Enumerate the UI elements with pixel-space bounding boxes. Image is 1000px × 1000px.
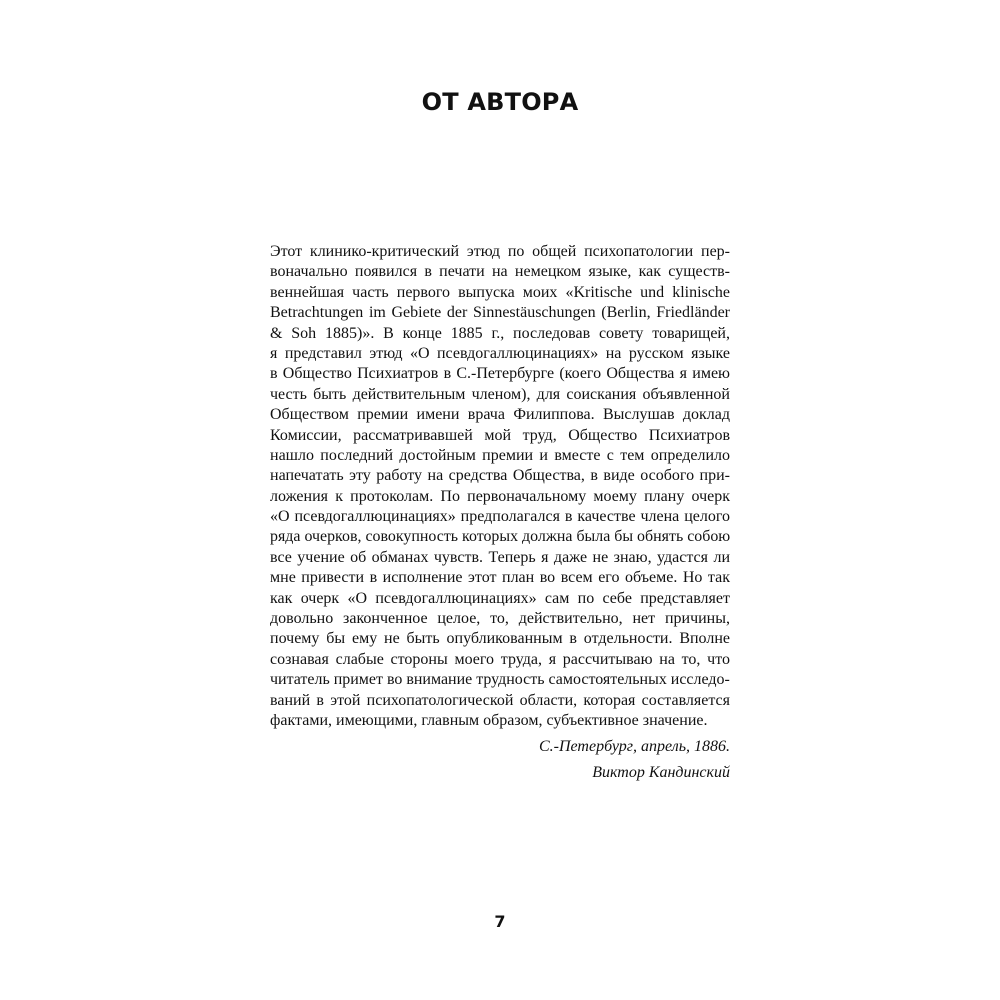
text-line: & Soh 1885)». В конце 1885 г., последовав совету товарищей, xyxy=(270,324,730,342)
text-line: ряда очерков, совокупность которых должна была бы обнять собою xyxy=(270,528,731,546)
text-line: ваний в этой психопатологической области, которая составляется xyxy=(270,691,730,709)
text-line: Обществом премии имени врача Филиппова. Выслушав доклад xyxy=(270,406,730,424)
text-line: в Общество Психиатров в С.-Петербурге (коего Общества я имею xyxy=(270,365,730,383)
text-line: Этот клинико-критический этюд по общей психопатологии пер- xyxy=(270,243,730,260)
text-line: я представил этюд «О псевдогаллюцинациях» на русском языке xyxy=(270,344,730,362)
text-line: почему бы ему не быть опубликованным в отдельности. Вполне xyxy=(270,630,730,648)
text-line: довольно законченное целое, то, действительно, нет причины, xyxy=(270,610,730,628)
text-line: «О псевдогаллюцинациях» предполагался в качестве члена целого xyxy=(270,508,730,526)
preface-text xyxy=(270,242,730,731)
text-line: все учение об обманах чувств. Теперь я даже не знаю, удастся ли xyxy=(270,548,730,566)
text-line: воначально появился в печати на немецком языке, как существ- xyxy=(270,263,730,281)
text-line: Комиссии, рассматривавшей мой труд, Общество Психиатров xyxy=(270,426,730,444)
text-line: ложения к протоколам. По первоначальному моему плану очерк xyxy=(270,487,730,505)
text-line: напечатать эту работу на средства Общества, в виде особого при- xyxy=(270,467,730,485)
page-number: 7 xyxy=(494,912,506,931)
text-line: Betrachtungen im Gebiete der Sinnestäuschungen (Berlin, Friedländer xyxy=(270,304,730,322)
text-line: как очерк «О псевдогаллюцинациях» сам по себе представляет xyxy=(270,589,730,607)
signature-author: Виктор Кандинский xyxy=(592,764,730,781)
page-title: ОТ АВТОРА xyxy=(421,88,579,116)
signature-place-date: С.-Петербург, апрель, 1886. xyxy=(538,738,730,755)
text-line: веннейшая часть первого выпуска моих «Kritische und klinische xyxy=(270,283,730,301)
text-line: фактами, имеющими, главным образом, субъективное значение. xyxy=(270,711,708,729)
text-line: мне привести в исполнение этот план во всем его объеме. Но так xyxy=(270,569,730,587)
text-line: сознавая слабые стороны моего труда, я рассчитываю на то, что xyxy=(270,650,730,668)
text-line: читатель примет во внимание трудность самостоятельных исследо- xyxy=(270,671,730,689)
text-line: нашло последний достойным премии и вместе с тем определило xyxy=(270,446,730,464)
text-line: честь быть действительным членом), для соискания объявленной xyxy=(270,385,730,403)
